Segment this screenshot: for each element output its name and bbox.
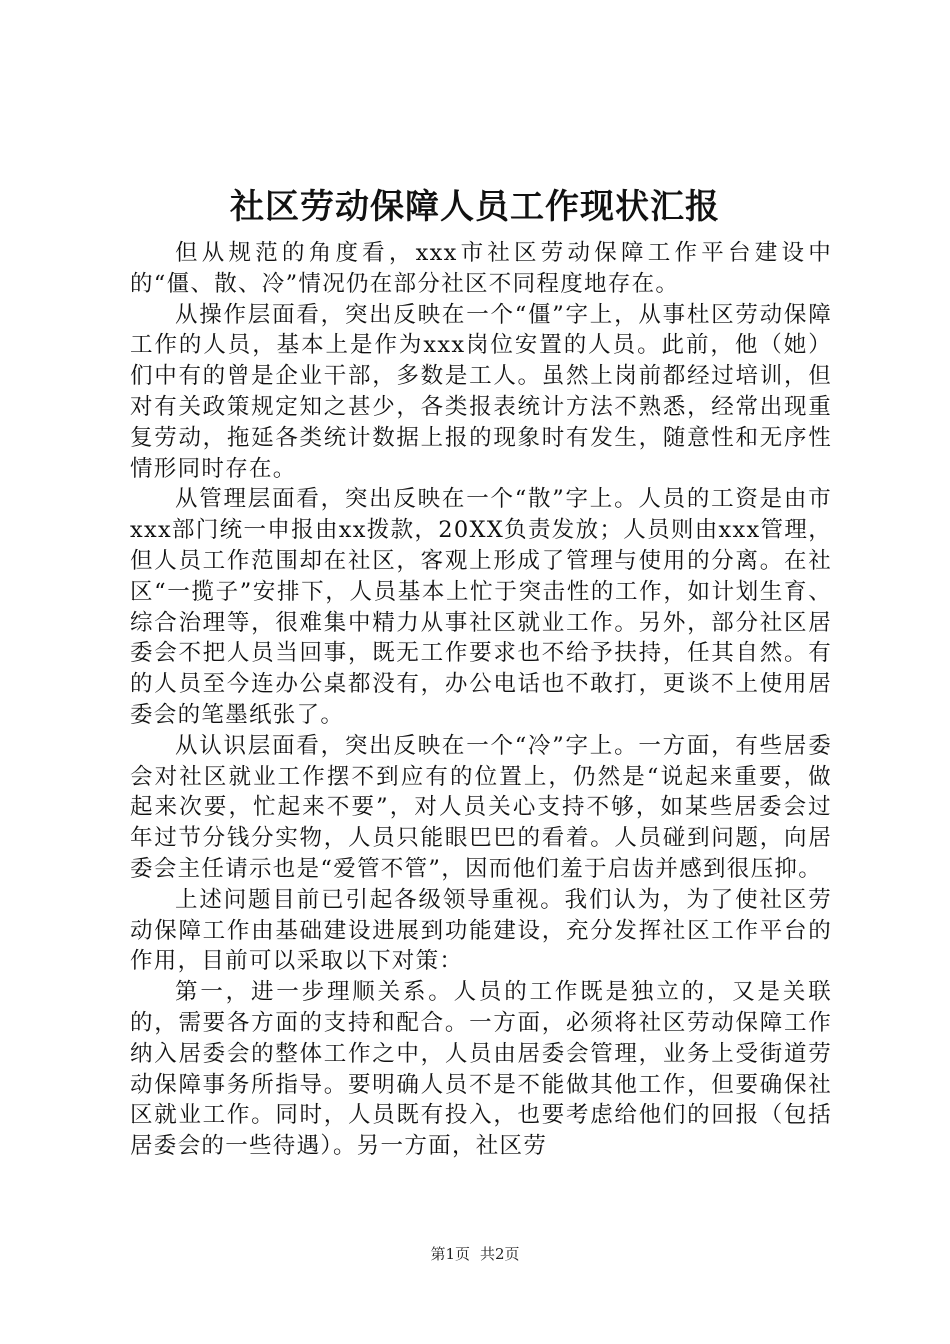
document-title: 社区劳动保障人员工作现状汇报 — [230, 187, 720, 227]
page-footer — [0, 1244, 950, 1264]
paragraph: 第一，进一步理顺关系。人员的工作既是独立的，又是关联的，需要各方面的支持和配合。一方面，必须将社区劳动保障工作纳入居委会的整体工作之中，人员由居委会管理，业务上受街道劳动保障事务所指导。要明确人员不是不能做其他工作，但要确保社区就业工作。同时，人员既有投入，也要考虑给他们的回报（包括居委会的一些待遇）。另一方面，社区劳 — [130, 979, 832, 1160]
paragraph: 但从规范的角度看，xxx市社区劳动保障工作平台建设中的“僵、散、冷”情况仍在部分社区不同程度地存在。 — [130, 240, 832, 297]
total-pages: 共2页 — [480, 1245, 520, 1263]
paragraph: 从操作层面看，突出反映在一个“僵”字上，从事杜区劳动保障工作的人员，基本上是作为xxx岗位安置的人员。此前，他（她）们中有的曾是企业干部，多数是工人。虽然上岗前都经过培训，但对有关政策规定知之甚少，各类报表统计方法不熟悉，经常出现重复劳动，拖延各类统计数据上报的现象时有发生，随意性和无序性情形同时存在。 — [130, 301, 832, 482]
paragraph: 从认识层面看，突出反映在一个“冷”字上。一方面，有些居委会对社区就业工作摆不到应有的位置上，仍然是“说起来重要，做起来次要，忙起来不要”，对人员关心支持不够，如某些居委会过年过节分钱分实物，人员只能眼巴巴的看着。人员碰到问题，向居委会主任请示也是“爱管不管”，因而他们羞于启齿并感到很压抑。 — [130, 732, 832, 882]
paragraph: 从管理层面看，突出反映在一个“散”字上。人员的工资是由市xxx部门统一申报由xx拨款，20XX负责发放；人员则由xxx管理，但人员工作范围却在社区，客观上形成了管理与使用的分离。在社区“一揽子”安排下，人员基本上忙于突击性的工作，如计划生育、综合治理等，很难集中精力从事社区就业工作。另外，部分社区居委会不把人员当回事，既无工作要求也不给予扶持，任其自然。有的人员至今连办公桌都没有，办公电话也不敢打，更谈不上使用居委会的笔墨纸张了。 — [130, 486, 832, 728]
document-body — [130, 238, 832, 1162]
page-number: 第1页 — [430, 1245, 470, 1263]
paragraph: 上述问题目前已引起各级领导重视。我们认为，为了使社区劳动保障工作由基础建设进展到功能建设，充分发挥社区工作平台的作用，目前可以采取以下对策： — [130, 886, 832, 975]
